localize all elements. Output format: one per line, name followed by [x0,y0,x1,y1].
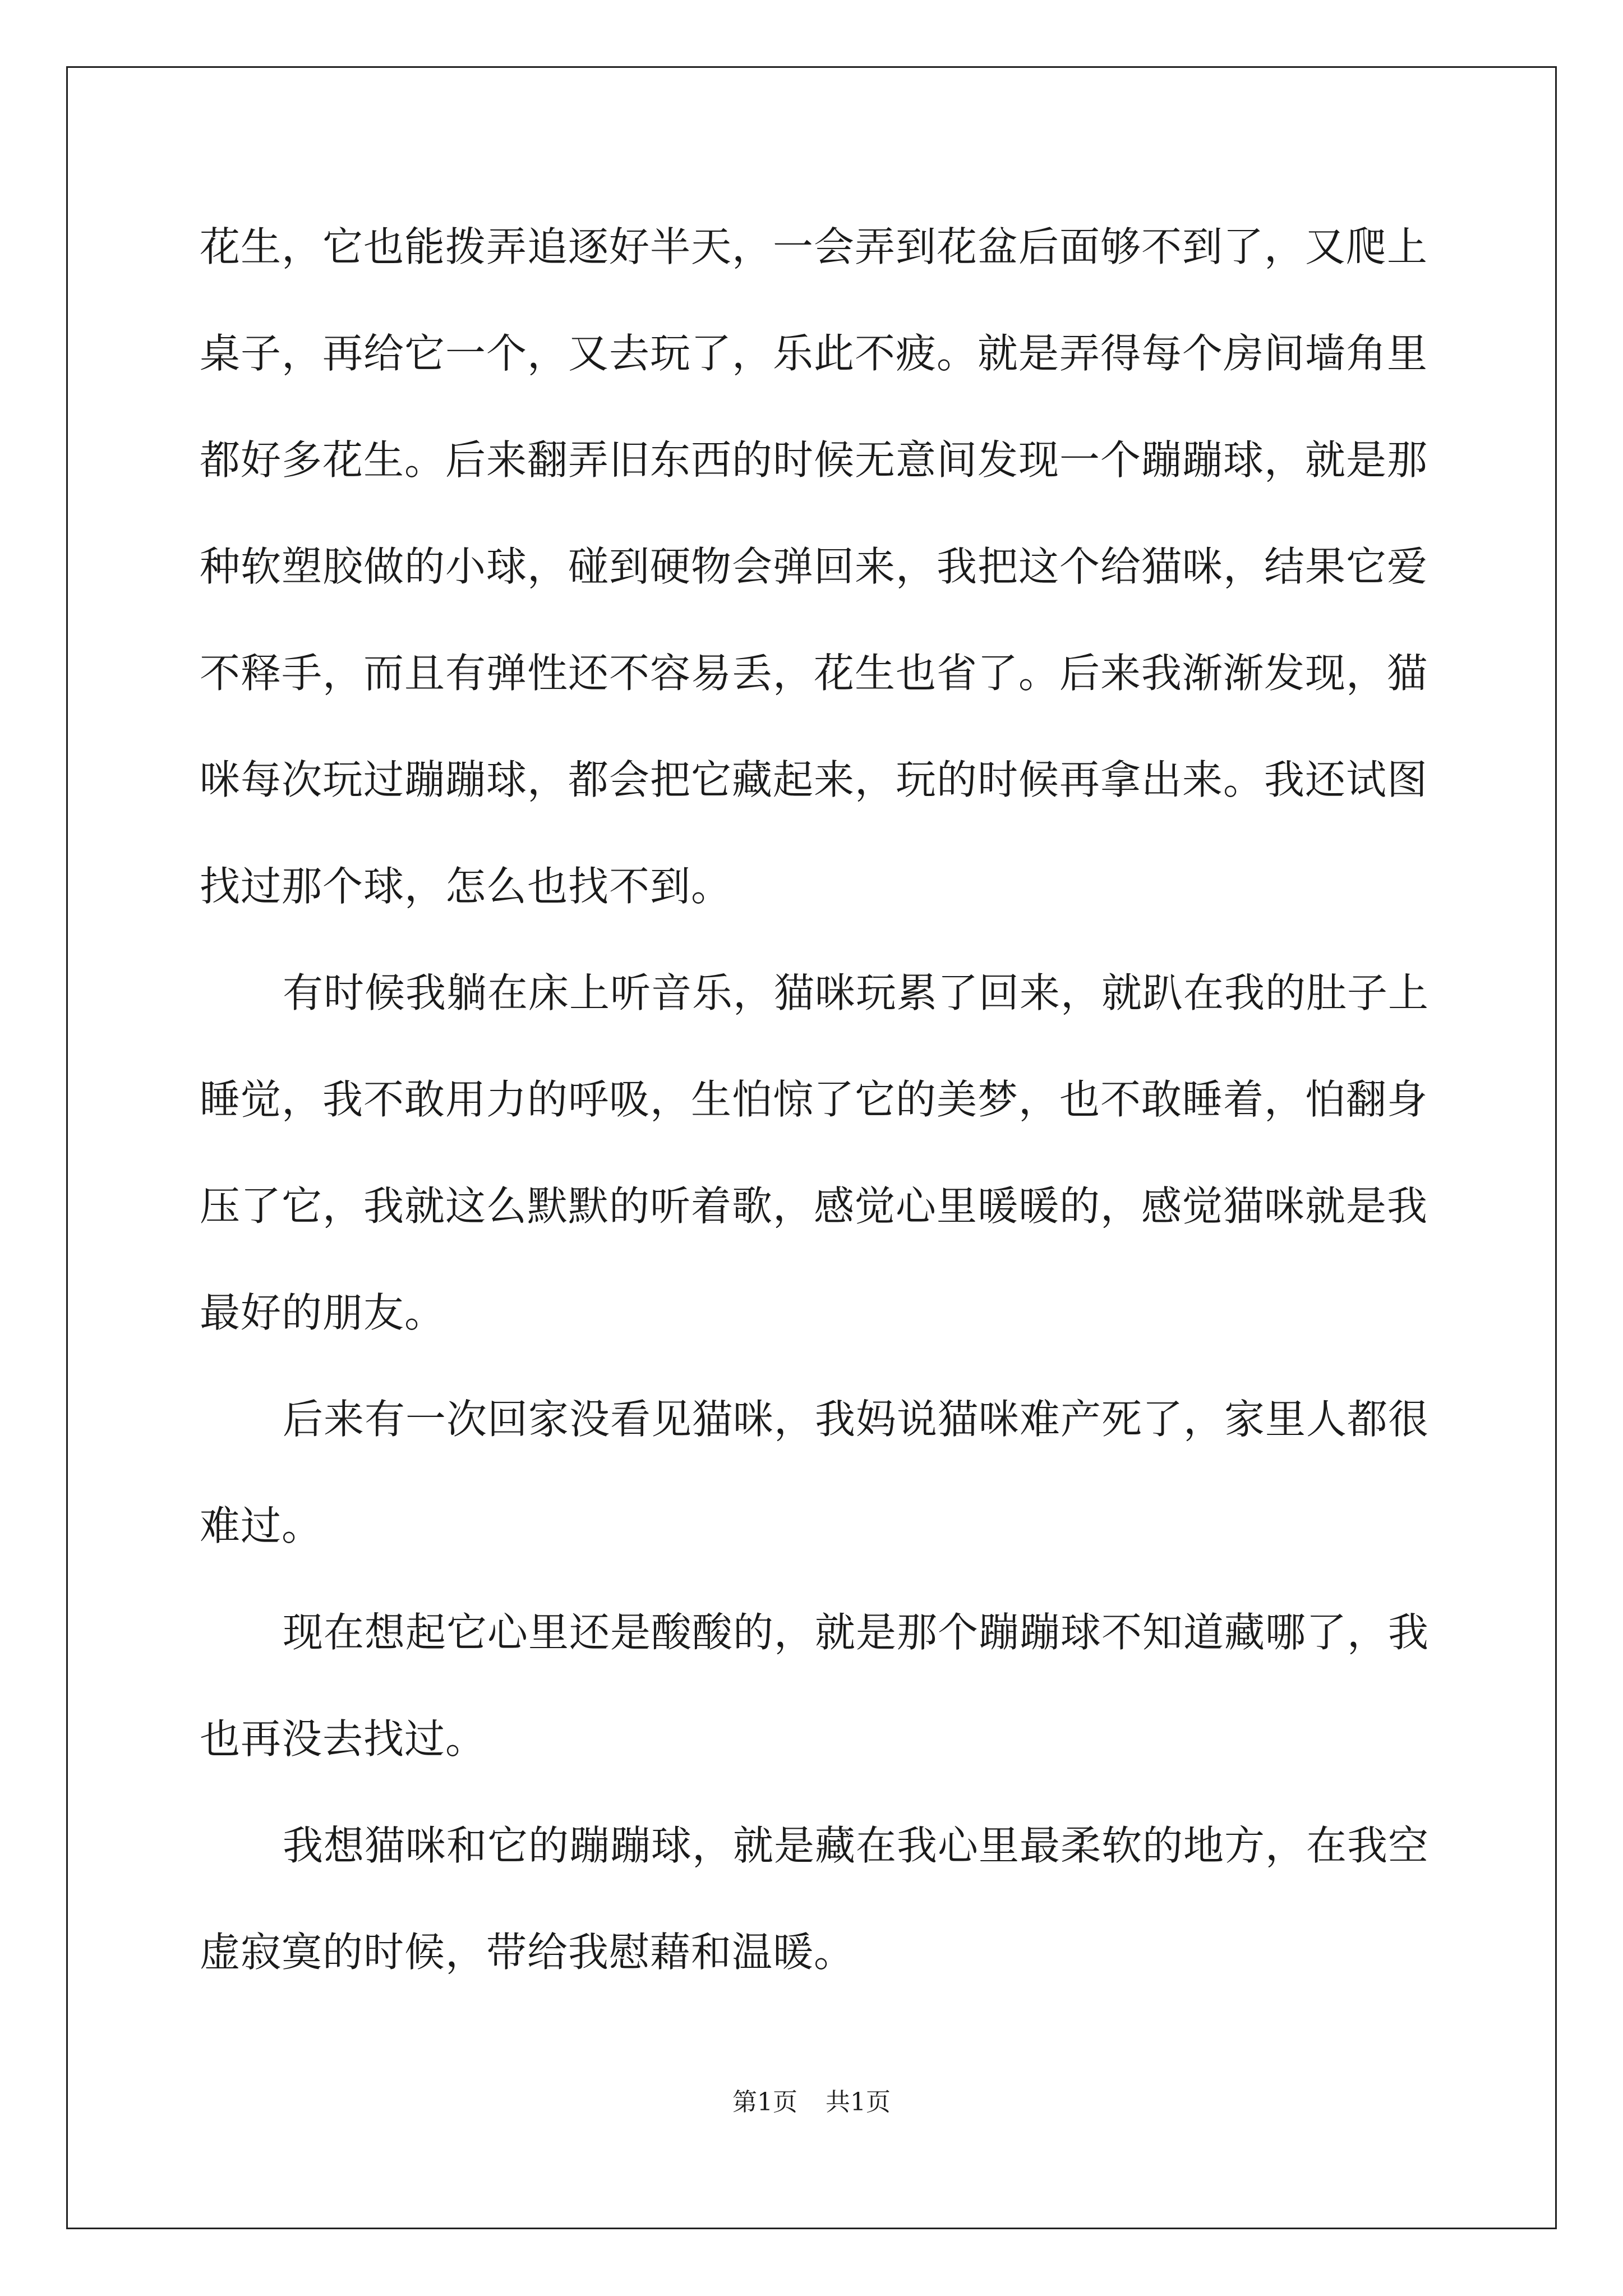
text-line: 都好多花生。后来翻弄旧东西的时候无意间发现一个蹦蹦球，就是那 [200,436,1428,484]
page-footer [0,2086,1623,2119]
text-line: 难过。 [200,1502,323,1549]
text-line: 最好的朋友。 [200,1289,446,1336]
text-line: 找过那个球，怎么也找不到。 [200,863,732,910]
paragraph-first-line: 现在想起它心里还是酸酸的，就是那个蹦蹦球不知道藏哪了，我 [283,1609,1430,1656]
text-line: 不释手，而且有弹性还不容易丢，花生也省了。后来我渐渐发现，猫 [200,650,1428,697]
paragraph-first-line: 后来有一次回家没看见猫咪，我妈说猫咪难产死了，家里人都很 [283,1396,1430,1443]
paragraph-first-line: 我想猫咪和它的蹦蹦球，就是藏在我心里最柔软的地方，在我空 [283,1822,1430,1869]
text-line: 也再没去找过。 [200,1715,487,1763]
document-body [200,216,1428,2028]
text-line: 咪每次玩过蹦蹦球，都会把它藏起来，玩的时候再拿出来。我还试图 [200,756,1428,803]
text-line: 花生，它也能拨弄追逐好半天，一会弄到花盆后面够不到了，又爬上 [200,223,1428,270]
text-line: 虚寂寞的时候，带给我慰藉和温暖。 [200,1929,855,1976]
text-line: 睡觉，我不敢用力的呼吸，生怕惊了它的美梦，也不敢睡着，怕翻身 [200,1076,1428,1123]
page-number-total: 共1页 [826,2088,891,2116]
text-line: 桌子，再给它一个，又去玩了，乐此不疲。就是弄得每个房间墙角里 [200,330,1428,377]
text-line: 压了它，我就这么默默的听着歌，感觉心里暖暖的，感觉猫咪就是我 [200,1182,1428,1230]
text-line: 种软塑胶做的小球，碰到硬物会弹回来，我把这个给猫咪，结果它爱 [200,543,1428,590]
paragraph-first-line: 有时候我躺在床上听音乐，猫咪玩累了回来，就趴在我的肚子上 [283,969,1430,1016]
page-number-current: 第1页 [732,2088,797,2116]
